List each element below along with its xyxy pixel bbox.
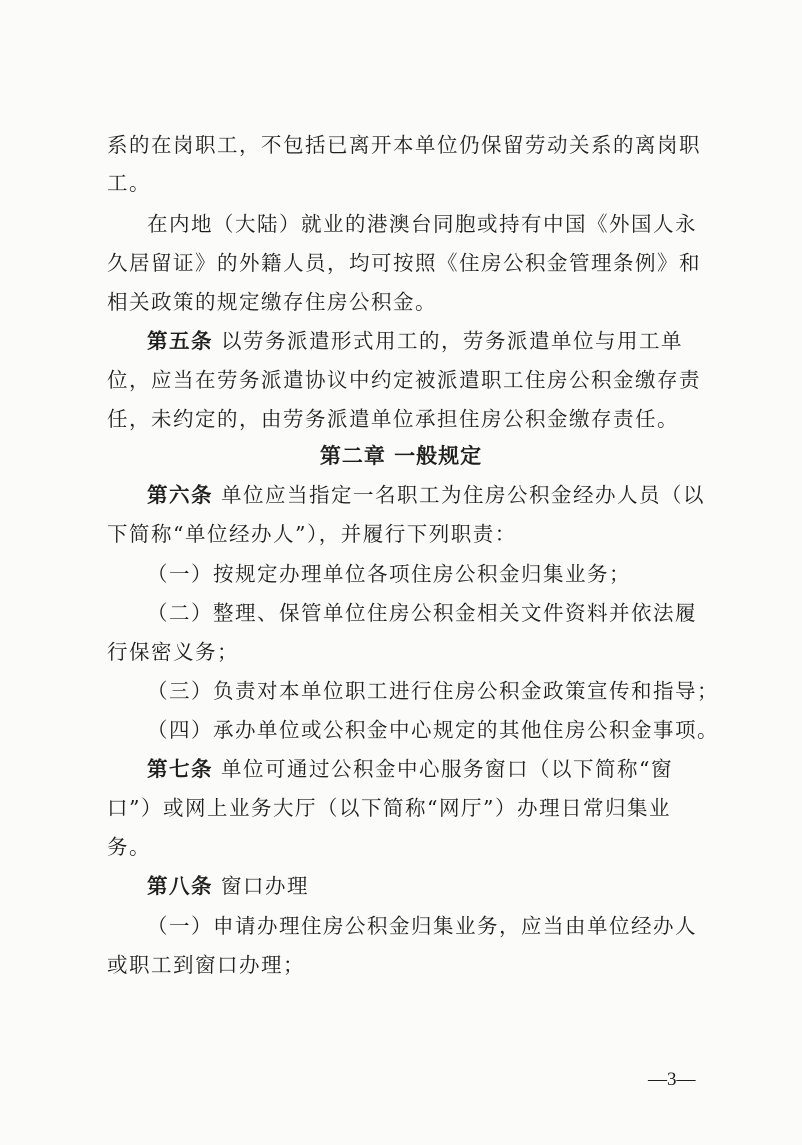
text-line: 位，应当在劳务派遣协议中约定被派遣职工住房公积金缴存责 xyxy=(107,368,701,392)
article-text: 窗口办理 xyxy=(221,874,310,898)
text-line: （一）申请办理住房公积金归集业务，应当由单位经办人 xyxy=(147,914,697,938)
text-line: 或职工到窗口办理； xyxy=(107,953,305,977)
text-line: 下简称“单位经办人”），并履行下列职责： xyxy=(107,522,517,546)
text-line: 任，未约定的，由劳务派遣单位承担住房公积金缴存责任。 xyxy=(107,407,679,431)
article-text: 单位应当指定一名职工为住房公积金经办人员（以 xyxy=(221,483,706,507)
article-label: 第五条 xyxy=(147,329,213,353)
article-6-line xyxy=(147,479,705,511)
page-number: —3— xyxy=(648,1069,696,1090)
text-line: 久居留证》的外籍人员，均可按照《住房公积金管理条例》和 xyxy=(107,251,701,275)
article-text: 单位可通过公积金中心服务窗口（以下简称“窗 xyxy=(221,757,674,781)
text-line: 系的在岗职工，不包括已离开本单位仍保留劳动关系的离岗职 xyxy=(107,133,701,157)
text-line: 相关政策的规定缴存住房公积金。 xyxy=(107,290,437,314)
text-line: 在内地（大陆）就业的港澳台同胞或持有中国《外国人永 xyxy=(147,212,697,236)
text-line: （三）负责对本单位职工进行住房公积金政策宣传和指导； xyxy=(147,679,719,703)
article-label: 第七条 xyxy=(147,757,213,781)
article-label: 第八条 xyxy=(147,874,213,898)
text-line: 务。 xyxy=(107,835,151,859)
text-line: 工。 xyxy=(107,171,151,195)
article-7-line xyxy=(147,753,673,785)
text-line: 行保密义务； xyxy=(107,640,239,664)
article-label: 第六条 xyxy=(147,483,213,507)
text-line: （二）整理、保管单位住房公积金相关文件资料并依法履 xyxy=(147,601,697,625)
chapter-heading: 第二章 一般规定 xyxy=(319,444,483,468)
article-5-line xyxy=(147,325,683,357)
text-line: 口”）或网上业务大厅（以下简称“网厅”）办理日常归集业 xyxy=(107,796,671,820)
text-line: （一）按规定办理单位各项住房公积金归集业务； xyxy=(147,562,631,586)
article-8-line xyxy=(147,870,309,902)
article-text: 以劳务派遣形式用工的，劳务派遣单位与用工单 xyxy=(221,329,684,353)
text-line: （四）承办单位或公积金中心规定的其他住房公积金事项。 xyxy=(147,718,719,742)
